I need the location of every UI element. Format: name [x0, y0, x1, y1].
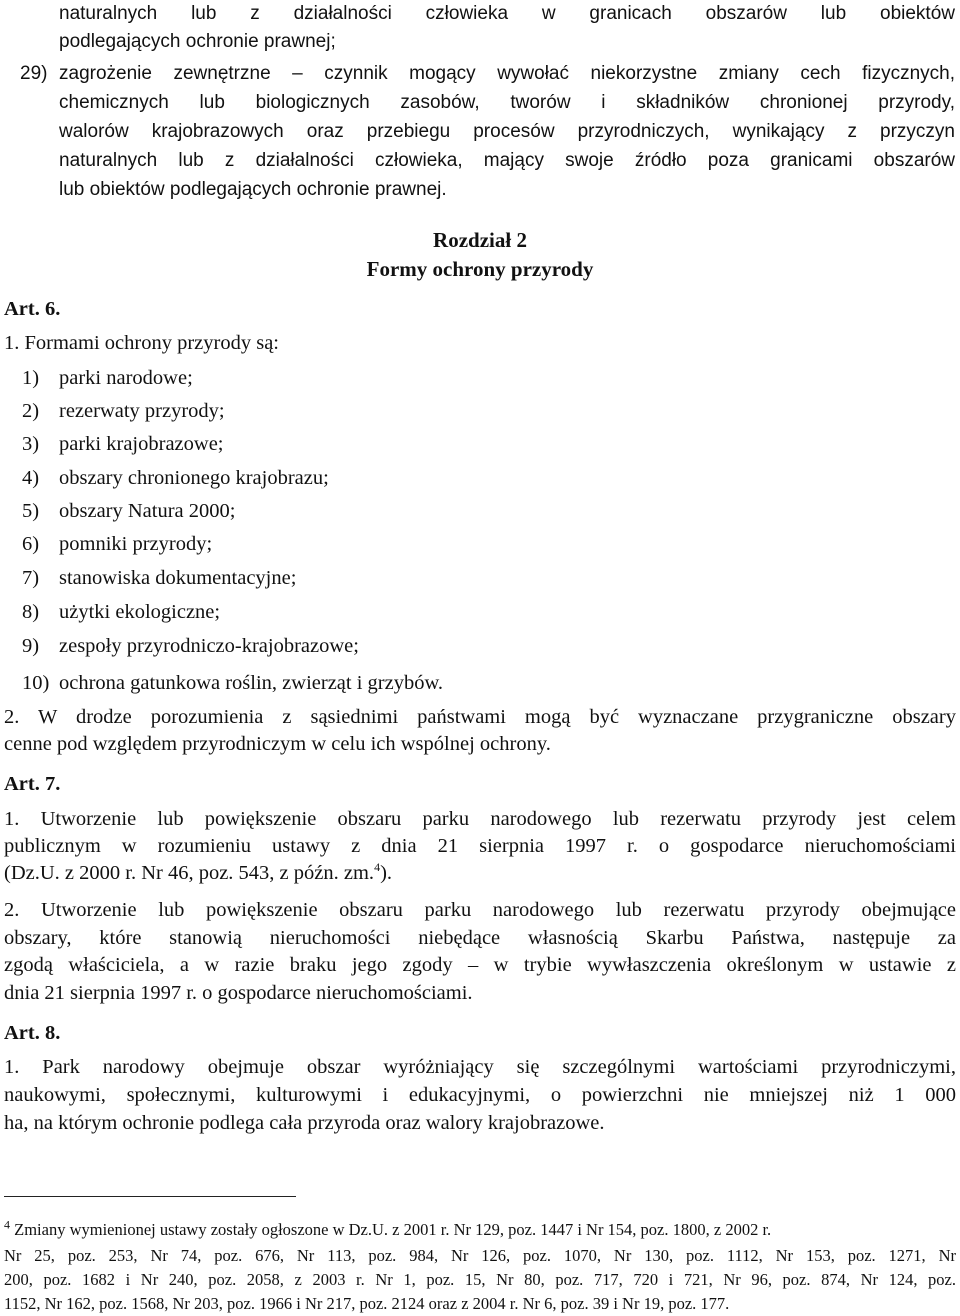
- list-item-number: 7): [22, 567, 40, 589]
- art-8-paragraph-1-line-1: 1. Park narodowy obejmuje obszar wyróżniający się szczególnymi wartościami przyrodniczymi,: [4, 1056, 956, 1078]
- list-item: rezerwaty przyrody;: [59, 400, 225, 422]
- list-item-number: 2): [22, 400, 40, 422]
- art-6-paragraph-2-line-2: cenne pod względem przyrodniczym w celu ich wspólnej ochrony.: [4, 733, 551, 755]
- list-item: stanowiska dokumentacyjne;: [59, 567, 297, 589]
- footnote-line-4: 1152, Nr 162, poz. 1568, Nr 203, poz. 1966 i Nr 217, poz. 2124 oraz z 2004 r. Nr 6, poz. 39 i Nr 19, poz. 177.: [4, 1294, 730, 1313]
- list-item-number: 9): [22, 635, 40, 657]
- list-item-number: 6): [22, 533, 40, 555]
- list-item: obszary chronionego krajobrazu;: [59, 467, 329, 489]
- art-7-paragraph-2-line-1: 2. Utworzenie lub powiększenie obszaru parku narodowego lub rezerwatu przyrody obejmujące: [4, 899, 956, 921]
- footnote-line-1: [4, 1218, 771, 1241]
- chapter-number: Rozdział 2: [433, 228, 527, 252]
- definition-29-line-2: chemicznych lub biologicznych zasobów, tworów i składników chronionej przyrody,: [59, 92, 955, 113]
- citation-close: ).: [380, 862, 393, 884]
- footnote-separator: [4, 1196, 296, 1197]
- art-8-paragraph-1-line-2: naukowymi, społecznymi, kulturowymi i edukacyjnymi, o powierzchni nie mniejszej niż 1 000: [4, 1084, 956, 1106]
- list-item-number: 10): [22, 672, 50, 694]
- definition-28-line-2: podlegających ochronie prawnej;: [59, 31, 336, 52]
- definition-29-line-5: lub obiektów podlegających ochronie prawnej.: [59, 179, 447, 200]
- art-7-paragraph-1-line-2: publicznym w rozumieniu ustawy z dnia 21 sierpnia 1997 r. o gospodarce nieruchomościami: [4, 835, 956, 857]
- art-6-heading: Art. 6.: [4, 298, 61, 320]
- art-8-heading: Art. 8.: [4, 1022, 61, 1044]
- list-item: ochrona gatunkowa roślin, zwierząt i grzybów.: [59, 672, 444, 694]
- art-7-paragraph-2-line-3: zgodą właściciela, a w razie braku jego zgody – w trybie wywłaszczenia określonym w ustawie z: [4, 954, 956, 976]
- art-8-paragraph-1-line-3: ha, na którym ochronie podlega cała przyroda oraz walory krajobrazowe.: [4, 1112, 605, 1134]
- art-7-paragraph-1-line-1: 1. Utworzenie lub powiększenie obszaru parku narodowego lub rezerwatu przyrody jest celem: [4, 808, 956, 830]
- definition-29-line-4: naturalnych lub z działalności człowieka, mający swoje źródło poza granicami obszarów: [59, 150, 955, 171]
- art-7-paragraph-1-line-3: [4, 859, 392, 887]
- list-item: użytki ekologiczne;: [59, 601, 221, 623]
- list-item-number: 3): [22, 433, 40, 455]
- list-item-number: 5): [22, 500, 40, 522]
- footnote-line-3: 200, poz. 1682 i Nr 240, poz. 2058, z 2003 r. Nr 1, poz. 15, Nr 80, poz. 717, 720 i 721, Nr 96, poz. 874, Nr 124, poz.: [4, 1270, 956, 1289]
- citation-text: (Dz.U. z 2000 r. Nr 46, poz. 543, z późn. zm.: [4, 862, 375, 884]
- list-item: pomniki przyrody;: [59, 533, 213, 555]
- art-6-paragraph-2-line-1: 2. W drodze porozumienia z sąsiednimi państwami mogą być wyznaczane przygraniczne obszary: [4, 706, 956, 728]
- footnote-line-2: Nr 25, poz. 253, Nr 74, poz. 676, Nr 113, poz. 984, Nr 126, poz. 1070, Nr 130, poz. 1112, Nr 153, poz. 1271, Nr: [4, 1246, 956, 1265]
- footnote-mark: 4: [4, 1217, 10, 1232]
- chapter-title: Formy ochrony przyrody: [366, 257, 594, 281]
- art-7-heading: Art. 7.: [4, 773, 61, 795]
- list-item-number: 1): [22, 367, 40, 389]
- footnote-reference: 4: [374, 860, 381, 875]
- art-7-paragraph-2-line-4: dnia 21 sierpnia 1997 r. o gospodarce nieruchomościami.: [4, 982, 473, 1004]
- art-7-paragraph-2-line-2: obszary, które stanowią nieruchomości niebędące własnością Skarbu Państwa, następuje za: [4, 927, 956, 949]
- art-6-paragraph-1-intro: 1. Formami ochrony przyrody są:: [4, 332, 279, 354]
- definition-29-line-3: walorów krajobrazowych oraz przebiegu procesów przyrodniczych, wynikający z przyczyn: [59, 121, 955, 142]
- list-item: parki krajobrazowe;: [59, 433, 224, 455]
- list-item: obszary Natura 2000;: [59, 500, 236, 522]
- footnote-text: Zmiany wymienionej ustawy zostały ogłoszone w Dz.U. z 2001 r. Nr 129, poz. 1447 i Nr 154, poz. 1800, z 2002 r.: [14, 1220, 772, 1239]
- list-item: parki narodowe;: [59, 367, 193, 389]
- definition-28-line-1: naturalnych lub z działalności człowieka w granicach obszarów lub obiektów: [59, 3, 955, 24]
- list-item-number: 8): [22, 601, 40, 623]
- definition-29-number: 29): [20, 63, 48, 84]
- definition-29-line-1: zagrożenie zewnętrzne – czynnik mogący wywołać niekorzystne zmiany cech fizycznych,: [59, 63, 955, 84]
- list-item: zespoły przyrodniczo-krajobrazowe;: [59, 635, 359, 657]
- list-item-number: 4): [22, 467, 40, 489]
